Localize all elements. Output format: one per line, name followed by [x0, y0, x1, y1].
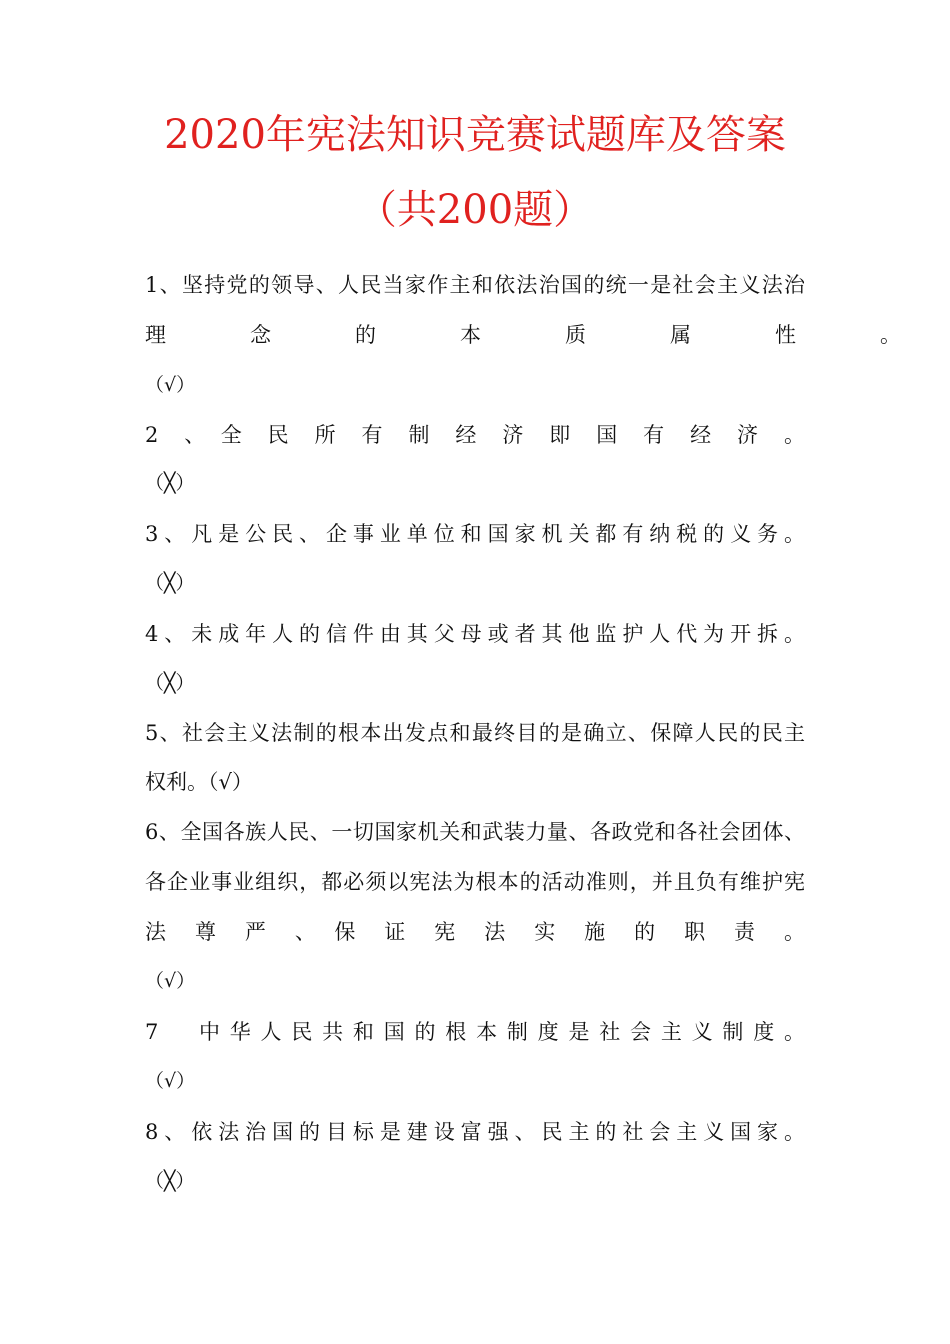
question-4-line-1: 4、未成年人的信件由其父母或者其他监护人代为开拆。: [145, 622, 805, 646]
question-2-line-1: 2 、 全 民 所 有 制 经 济 即 国 有 经 济 。: [145, 423, 805, 447]
question-1-line-2: 理 念 的 本 质 属 性 。: [145, 323, 901, 347]
question-4-answer: （╳）: [145, 672, 195, 694]
question-6-line-3: 法 尊 严 、 保 证 宪 法 实 施 的 职 责 。: [145, 920, 805, 944]
question-6-answer: （√）: [145, 970, 196, 992]
document-subtitle: （共200题）: [356, 187, 594, 233]
question-7-answer: （√）: [145, 1070, 196, 1092]
question-1-line-1: 1、坚持党的领导、人民当家作主和依法治国的统一是社会主义法治: [145, 273, 805, 297]
question-2-answer: （╳）: [145, 472, 195, 494]
question-5-line-1: 5、社会主义法制的根本出发点和最终目的是确立、保障人民的民主: [145, 721, 805, 745]
question-6-line-2: 各企业事业组织，都必须以宪法为根本的活动准则，并且负有维护宪: [145, 870, 805, 894]
question-1-answer: （√）: [145, 374, 196, 396]
question-5-line-2: 权利。（√）: [145, 770, 253, 794]
question-3-answer: （╳）: [145, 572, 195, 594]
question-3-line-1: 3、凡是公民、企事业单位和国家机关都有纳税的义务。: [145, 522, 805, 546]
question-8-answer: （╳）: [145, 1170, 195, 1192]
question-8-line-1: 8、依法治国的目标是建设富强、民主的社会主义国家。: [145, 1120, 805, 1144]
question-6-line-1: 6、全国各族人民、一切国家机关和武装力量、各政党和各社会团体、: [145, 820, 805, 844]
question-7-line-1: 7 中华人民共和国的根本制度是社会主义制度。: [145, 1020, 805, 1044]
document-title: 2020年宪法知识竞赛试题库及答案: [164, 112, 786, 158]
